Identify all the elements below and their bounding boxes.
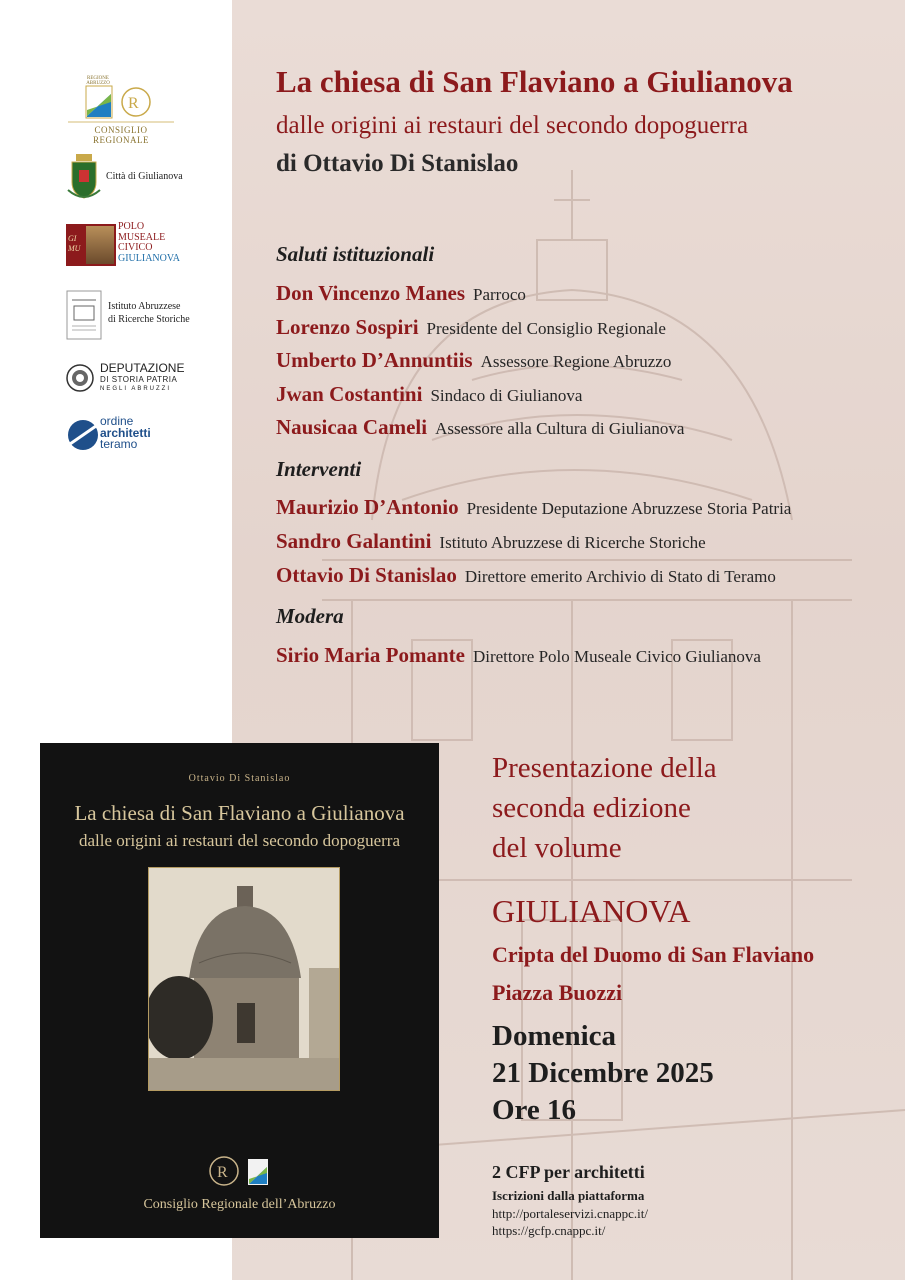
deputazione-text [100,362,184,393]
speaker-role: Direttore Polo Museale Civico Giulianova [472,647,761,666]
istituto-line: di Ricerche Storiche [108,314,190,325]
speaker-name: Don Vincenzo Manes [276,281,465,305]
speaker-row [276,643,761,668]
speaker-role: Presidente del Consiglio Regionale [426,319,666,338]
speaker-role: Sindaco di Giulianova [430,386,583,405]
ordine-text [100,416,151,451]
ordine-architetti-icon [66,418,100,452]
speaker-role: Parroco [473,285,526,304]
book-cover [40,743,439,1238]
cfp-credits: 2 CFP per architetti [492,1162,645,1182]
book-cover-photo [148,867,340,1091]
polo-badge-text: GI MU [68,234,81,253]
deputazione-line: DEPUTAZIONE [100,361,185,375]
ordine-line: architetti [100,425,151,440]
book-title: La chiesa di San Flaviano a Giulianova [74,801,405,825]
speaker-role: Presidente Deputazione Abruzzese Storia Patria [466,499,792,518]
deputazione-line: NEGLI ABRUZZI [100,386,172,392]
deputazione-logo [66,362,206,394]
svg-text:R: R [128,95,139,112]
book-publisher: Consiglio Regionale dell’Abruzzo [143,1197,336,1212]
speaker-name: Umberto D’Annuntiis [276,348,473,372]
presentation-text [492,748,717,868]
polo-line: GIULIANOVA [118,252,181,264]
book-publisher-emblem-icon [200,1151,280,1191]
registration-link-2[interactable]: https://gcfp.cnappc.it/ [492,1223,606,1238]
speaker-row [276,281,526,306]
speaker-role: Istituto Abruzzese di Ricerche Storiche [439,533,706,552]
polo-line: CIVICO [118,242,153,253]
section-modera: Modera [276,604,344,628]
event-date: 21 Dicembre 2025 [492,1057,714,1089]
speaker-row [276,415,684,440]
citta-giulianova-logo [66,152,206,204]
section-saluti: Saluti istituzionali [276,242,435,266]
museum-image-icon [86,226,114,264]
speaker-name: Sirio Maria Pomante [276,643,465,667]
ordine-line: teramo [100,437,138,451]
istituto-document-icon [66,290,102,340]
istituto-text [108,300,190,326]
section-interventi: Interventi [276,457,362,481]
event-author: di Ottavio Di Stanislao [276,150,519,177]
registration-link-1[interactable]: http://portaleservizi.cnappc.it/ [492,1206,648,1221]
event-city: GIULIANOVA [492,893,691,929]
polo-text [118,222,180,264]
speaker-name: Nausicaa Cameli [276,415,428,439]
book-author: Ottavio Di Stanislao [188,773,291,784]
presentation-line: seconda edizione [492,792,691,824]
speaker-row [276,382,582,407]
speaker-name: Ottavio Di Stanislao [276,563,457,587]
deputazione-line: DI STORIA PATRIA [100,375,178,384]
event-datetime [492,1018,714,1129]
polo-badge [66,224,116,266]
polo-line: POLO [118,221,145,232]
speaker-role: Assessore Regione Abruzzo [480,352,672,371]
deputazione-seal-icon [66,364,94,392]
iscrizioni-label: Iscrizioni dalla piattaforma [492,1188,645,1203]
church-photo-icon [149,868,339,1090]
istituto-line: Istituto Abruzzese [108,301,181,312]
book-subtitle: dalle origini ai restauri del secondo dopoguerra [79,831,400,850]
speaker-role: Direttore emerito Archivio di Stato di Teramo [464,567,776,586]
citta-giulianova-label: Città di Giulianova [106,171,183,182]
ordine-architetti-logo [66,416,206,456]
regione-small-label: REGIONE ABRUZZO [86,76,110,86]
presentation-line: Presentazione della [492,752,717,784]
speaker-row [276,563,776,588]
speaker-row [276,315,666,340]
city-crest-icon [66,152,102,204]
svg-text:R: R [217,1164,228,1181]
ordine-line: ordine [100,414,134,428]
event-subtitle: dalle origini ai restauri del secondo dopoguerra [276,112,749,139]
speaker-name: Maurizio D’Antonio [276,495,459,519]
speaker-name: Jwan Costantini [276,382,423,406]
istituto-abruzzese-logo [66,290,206,342]
event-square: Piazza Buozzi [492,980,623,1005]
speaker-row [276,529,706,554]
polo-museale-logo [66,222,206,268]
consiglio-regionale-logo [66,76,176,145]
speaker-name: Lorenzo Sospiri [276,315,419,339]
presentation-line: del volume [492,832,622,864]
event-title: La chiesa di San Flaviano a Giulianova [276,64,793,99]
speaker-name: Sandro Galantini [276,529,432,553]
consiglio-regionale-label: CONSIGLIO REGIONALE [93,125,149,145]
polo-line: MUSEALE [118,231,166,243]
event-time: Ore 16 [492,1094,577,1126]
speaker-row [276,348,671,373]
speaker-row [276,495,791,520]
event-venue: Cripta del Duomo di San Flaviano [492,942,815,967]
regione-emblem-icon [66,82,176,130]
event-day: Domenica [492,1020,617,1052]
speaker-role: Assessore alla Cultura di Giulianova [435,419,685,438]
